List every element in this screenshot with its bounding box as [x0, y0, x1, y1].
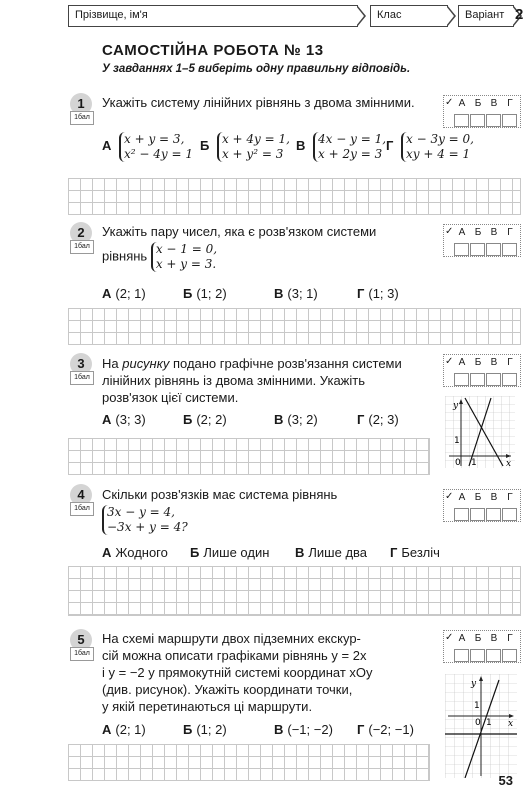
answer-letter: В [490, 492, 498, 503]
option-value: (−2; −1) [368, 722, 414, 737]
equation-system [401, 132, 474, 162]
answer-letter: Г [507, 633, 513, 644]
task-4-answer-box[interactable] [443, 489, 521, 522]
task-2-badge [70, 222, 96, 258]
equation: x² − 4y = 1 [124, 147, 194, 161]
task-number: 5 [70, 629, 92, 651]
task-4-option-a[interactable] [102, 545, 168, 560]
equation-system [217, 132, 290, 162]
task-2-text [102, 223, 432, 272]
equation-system [119, 132, 193, 162]
name-label: Прізвище, ім'я [75, 9, 148, 21]
task-1-text: Укажіть систему лінійних рівнянь з двома змінними. [102, 95, 415, 110]
task-5-option-b[interactable] [183, 722, 227, 737]
origin-label: 0 [475, 718, 481, 728]
equation-system [313, 132, 386, 162]
class-label: Клас [377, 9, 402, 21]
task-number: 2 [70, 222, 92, 244]
x-axis-label: x [508, 719, 514, 729]
task-4-option-c[interactable] [295, 545, 367, 560]
variant-field[interactable] [458, 5, 514, 27]
task-1-option-b[interactable] [200, 132, 290, 162]
check-icon: ✓ [445, 491, 454, 502]
task-4-option-d[interactable] [390, 545, 440, 560]
equation: −3x + y = 4? [107, 520, 188, 534]
check-icon: ✓ [445, 632, 454, 643]
option-letter: В [274, 412, 284, 427]
option-letter: Г [390, 545, 398, 560]
variant-label: Варіант [465, 9, 505, 21]
task-1-work-grid[interactable] [68, 178, 521, 215]
task-4-badge [70, 484, 96, 520]
task-5-answer-box[interactable] [443, 630, 521, 663]
answer-cell-d[interactable] [502, 508, 517, 521]
answer-letter: А [458, 98, 466, 109]
points-label: 1бал [70, 111, 94, 125]
option-value: (3; 3) [115, 412, 146, 427]
task-4-option-b[interactable] [190, 545, 269, 560]
task-5-text-line2: сій можна описати графіками рівнянь y = 2x [102, 648, 367, 663]
option-letter: Б [183, 286, 193, 301]
option-letter: Б [190, 545, 200, 560]
task-3-option-b[interactable] [183, 412, 227, 427]
y-axis-label: y [471, 679, 477, 689]
class-field[interactable] [370, 5, 448, 27]
option-value: (1; 2) [196, 286, 227, 301]
unit-label: 1 [471, 458, 477, 468]
task-4-text-line: Скільки розв'язків має система рівнянь [102, 487, 338, 502]
task-5-text [102, 630, 432, 715]
answer-letter: Г [507, 357, 513, 368]
answer-letter: Г [507, 98, 513, 109]
task-5-graph [445, 674, 517, 778]
option-value: Жодного [115, 545, 168, 560]
answer-cell-c[interactable] [486, 508, 501, 521]
option-value: (3; 1) [287, 286, 318, 301]
equation: x + y = 3. [155, 257, 217, 271]
option-letter: Г [357, 286, 365, 301]
task-2-option-d[interactable] [357, 286, 399, 301]
option-value: (2; 3) [368, 412, 399, 427]
task-3-answer-box[interactable] [443, 354, 521, 387]
answer-cell-b[interactable] [470, 649, 485, 662]
name-field[interactable] [68, 5, 358, 27]
task-2-text-line2: рівнянь [102, 248, 148, 264]
equation: x + y² = 3 [221, 147, 284, 161]
task-1-badge [70, 93, 96, 129]
task-5-text-line3: і y = −2 у прямокутній системі координат xOy [102, 665, 373, 680]
answer-cell-c[interactable] [486, 649, 501, 662]
answer-cell-c[interactable] [486, 243, 501, 256]
points-label: 1бал [70, 240, 94, 254]
answer-cell-a[interactable] [454, 508, 469, 521]
task-3-text-post: подано графічне розв'язання системи лінійних рівнянь із двома змінними. Укажіть розв'язок цієї системи. [102, 356, 402, 405]
option-letter: Б [200, 138, 210, 154]
task-2-option-a[interactable] [102, 286, 146, 301]
check-icon: ✓ [445, 356, 454, 367]
option-letter: Г [357, 412, 365, 427]
task-5-text-line5: у якій перетинаються ці маршрути. [102, 699, 313, 714]
answer-cell-b[interactable] [470, 114, 485, 127]
answer-letter: Б [474, 492, 482, 503]
task-5-badge [70, 629, 96, 665]
equation: x − 1 = 0, [155, 242, 218, 256]
equation: 4x − y = 1, [318, 132, 387, 146]
task-3-text [102, 355, 424, 406]
unit-label: 1 [454, 436, 460, 446]
task-5-option-c[interactable] [274, 722, 333, 737]
answer-cell-b[interactable] [470, 508, 485, 521]
y-axis-label: y [453, 401, 459, 411]
option-value: (1; 2) [196, 722, 227, 737]
equation: x − 3y = 0, [406, 132, 474, 146]
option-letter: В [274, 722, 284, 737]
points-label: 1бал [70, 502, 94, 516]
task-number: 4 [70, 484, 92, 506]
origin-label: 0 [455, 458, 461, 468]
task-3-option-c[interactable] [274, 412, 318, 427]
task-number: 3 [70, 353, 92, 375]
equation: 3x − y = 4, [107, 505, 175, 519]
option-letter: Г [357, 722, 365, 737]
unit-label: 1 [486, 718, 492, 728]
option-value: Лише один [203, 545, 270, 560]
points-label: 1бал [70, 647, 94, 661]
option-letter: А [102, 286, 112, 301]
option-value: Безліч [401, 545, 440, 560]
answer-letter: А [458, 227, 466, 238]
answer-cell-c[interactable] [486, 373, 501, 386]
task-4-work-grid[interactable] [68, 566, 521, 616]
check-icon: ✓ [445, 226, 454, 237]
task-2-option-b[interactable] [183, 286, 227, 301]
answer-cell-d[interactable] [502, 373, 517, 386]
task-3-badge [70, 353, 96, 389]
answer-letter: В [490, 633, 498, 644]
points-label: 1бал [70, 371, 94, 385]
answer-letter: А [458, 357, 466, 368]
task-number: 1 [70, 93, 92, 115]
answer-cell-b[interactable] [470, 243, 485, 256]
task-3-graph [445, 396, 515, 468]
option-letter: А [102, 545, 112, 560]
option-value: (2; 1) [115, 286, 146, 301]
page-title: САМОСТІЙНА РОБОТА № 13 [102, 42, 324, 59]
task-1-option-d[interactable] [386, 132, 474, 162]
answer-letter: А [458, 492, 466, 503]
task-5-option-a[interactable] [102, 722, 146, 737]
check-icon: ✓ [445, 97, 454, 108]
answer-letter: Г [507, 492, 513, 503]
task-3-text-pre: На [102, 356, 123, 371]
option-letter: В [274, 286, 284, 301]
answer-letter: В [490, 357, 498, 368]
task-1-option-a[interactable] [102, 132, 193, 162]
option-letter: В [296, 138, 306, 154]
answer-letter: В [490, 227, 498, 238]
option-value: Лише два [308, 545, 368, 560]
equation-system [151, 242, 217, 272]
task-2-answer-box[interactable] [443, 224, 521, 257]
task-3-text-emphasis: рисунку [122, 356, 170, 371]
option-letter: Б [183, 722, 193, 737]
equation: x + 4y = 1, [221, 132, 290, 146]
answer-cell-a[interactable] [454, 114, 469, 127]
equation: x + 2y = 3 [318, 147, 383, 161]
equation: x + y = 3, [124, 132, 185, 146]
option-letter: В [295, 545, 305, 560]
answer-cell-a[interactable] [454, 243, 469, 256]
task-3-work-grid[interactable] [68, 438, 430, 475]
option-value: (2; 2) [196, 412, 227, 427]
x-axis-label: x [506, 459, 512, 468]
equation-system [102, 505, 188, 535]
option-value: (−1; −2) [287, 722, 333, 737]
task-3-option-d[interactable] [357, 412, 399, 427]
equation: xy + 4 = 1 [406, 147, 471, 161]
answer-letter: Б [474, 227, 482, 238]
task-3-option-a[interactable] [102, 412, 146, 427]
option-letter: Б [183, 412, 193, 427]
answer-letter: Б [474, 633, 482, 644]
option-letter: А [102, 722, 112, 737]
answer-cell-a[interactable] [454, 649, 469, 662]
answer-letter: Б [474, 98, 482, 109]
answer-letter: А [458, 633, 466, 644]
answer-letter: Б [474, 357, 482, 368]
option-letter: Г [386, 138, 394, 154]
variant-number: 2 [515, 6, 524, 23]
answer-cell-d[interactable] [502, 114, 517, 127]
option-letter: А [102, 412, 112, 427]
task-2-text-line1: Укажіть пару чисел, яка є розв'язком системи [102, 224, 377, 239]
page-number: 53 [498, 773, 513, 788]
task-5-text-line1: На схемі маршрути двох підземних екскур- [102, 631, 361, 646]
answer-cell-b[interactable] [470, 373, 485, 386]
answer-cell-d[interactable] [502, 243, 517, 256]
answer-cell-c[interactable] [486, 114, 501, 127]
option-value: (2; 1) [115, 722, 146, 737]
task-5-text-line4: (див. рисунок). Укажіть координати точки, [102, 682, 353, 697]
answer-cell-d[interactable] [502, 649, 517, 662]
task-1-option-c[interactable] [296, 132, 386, 162]
task-2-option-c[interactable] [274, 286, 318, 301]
option-value: (1; 3) [368, 286, 399, 301]
unit-label: 1 [474, 701, 480, 711]
answer-letter: Г [507, 227, 513, 238]
option-value: (3; 2) [287, 412, 318, 427]
task-1-answer-box[interactable] [443, 95, 521, 128]
task-5-work-grid[interactable] [68, 744, 430, 781]
answer-cell-a[interactable] [454, 373, 469, 386]
task-5-option-d[interactable] [357, 722, 414, 737]
instruction: У завданнях 1–5 виберіть одну правильну відповідь. [102, 63, 411, 75]
answer-letter: В [490, 98, 498, 109]
task-4-text [102, 486, 424, 535]
task-2-work-grid[interactable] [68, 308, 521, 345]
option-letter: А [102, 138, 112, 154]
